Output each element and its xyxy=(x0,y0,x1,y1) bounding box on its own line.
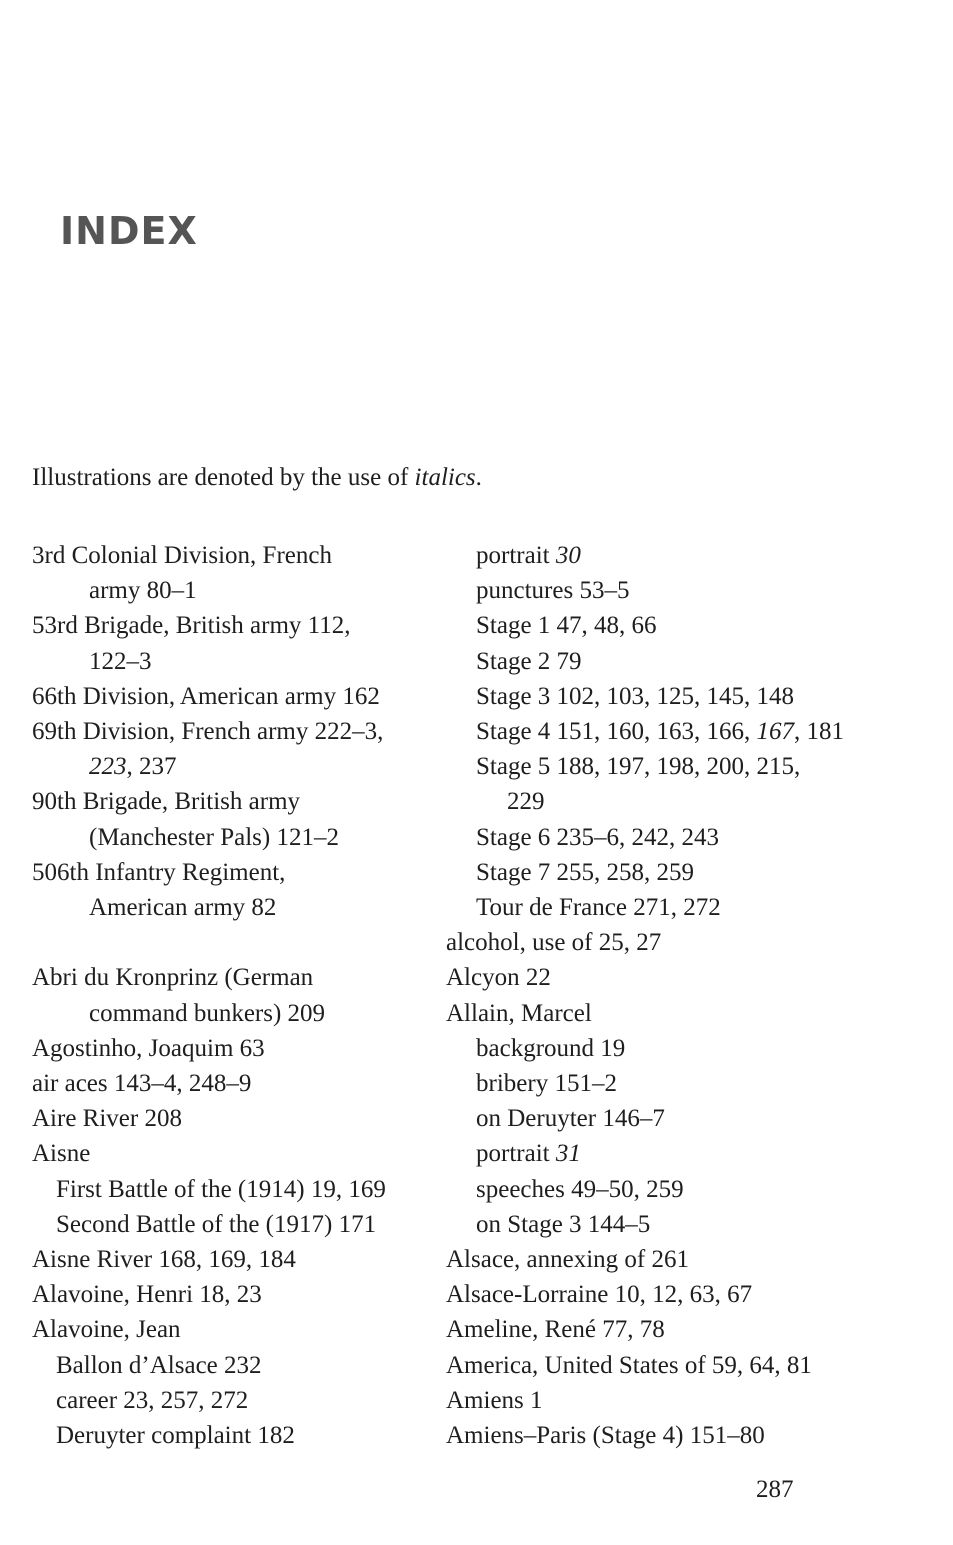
index-entry: Allain, Marcel xyxy=(446,999,592,1027)
entry-text: 506th Infantry Regiment, xyxy=(32,858,286,886)
index-subentry: Ballon d’Alsace 232 xyxy=(56,1351,262,1379)
page-number: 287 xyxy=(756,1476,794,1503)
entry-text: 69th Division, French army 222–3, xyxy=(32,718,384,746)
index-subentry: Stage 7 255, 258, 259 xyxy=(476,858,695,886)
index-entry xyxy=(32,960,442,1030)
index-subentry: bribery 151–2 xyxy=(476,1070,617,1098)
index-entry: Agostinho, Joaquim 63 xyxy=(32,1034,265,1062)
section-gap xyxy=(32,925,442,960)
index-entry: America, United States of 59, 64, 81 xyxy=(446,1351,812,1379)
index-entry xyxy=(32,608,442,678)
illustration-page-ref: 31 xyxy=(555,1140,581,1168)
index-subentry: First Battle of the (1914) 19, 169 xyxy=(56,1175,386,1203)
entry-continuation xyxy=(32,749,442,784)
index-entry: Alsace-Lorraine 10, 12, 63, 67 xyxy=(446,1281,753,1309)
entry-text: 53rd Brigade, British army 112, xyxy=(32,612,351,640)
index-subentry xyxy=(446,714,926,749)
entry-continuation: (Manchester Pals) 121–2 xyxy=(89,823,339,851)
illustration-page-ref: 223 xyxy=(89,753,127,781)
index-entry xyxy=(32,714,442,784)
index-entry: Aisne River 168, 169, 184 xyxy=(32,1246,296,1274)
index-subentry: on Stage 3 144–5 xyxy=(476,1210,651,1238)
index-entry: 66th Division, American army 162 xyxy=(32,682,380,710)
index-subentry: Deruyter complaint 182 xyxy=(56,1422,295,1450)
index-entry: Alavoine, Jean xyxy=(32,1316,181,1344)
entry-text: portrait xyxy=(476,1140,556,1168)
index-subentry xyxy=(446,749,926,819)
entry-text: Stage 5 188, 197, 198, 200, 215, xyxy=(476,753,801,781)
index-entry: alcohol, use of 25, 27 xyxy=(446,929,662,957)
index-subentry: Second Battle of the (1917) 171 xyxy=(56,1210,377,1238)
index-subentry: speeches 49–50, 259 xyxy=(476,1175,684,1203)
illustrations-note xyxy=(32,460,482,495)
index-entry: Aire River 208 xyxy=(32,1105,182,1133)
entry-continuation: 229 xyxy=(507,788,545,816)
index-entry: Amiens–Paris (Stage 4) 151–80 xyxy=(446,1422,765,1450)
entry-text: 90th Brigade, British army xyxy=(32,788,301,816)
entry-continuation: American army 82 xyxy=(89,894,277,922)
index-subentry: Stage 3 102, 103, 125, 145, 148 xyxy=(476,682,795,710)
note-suffix: . xyxy=(475,464,482,491)
index-subentry: punctures 53–5 xyxy=(476,577,630,605)
entry-text: , 237 xyxy=(126,753,177,781)
index-column-right xyxy=(446,538,926,1453)
index-entry: Amiens 1 xyxy=(446,1386,543,1414)
entry-text: 3rd Colonial Division, French xyxy=(32,542,332,569)
page-title: INDEX xyxy=(60,209,198,253)
index-entry xyxy=(32,855,442,925)
entry-continuation: 122–3 xyxy=(89,647,152,675)
index-entry xyxy=(32,538,442,608)
index-entry: air aces 143–4, 248–9 xyxy=(32,1070,252,1098)
entry-continuation: army 80–1 xyxy=(89,577,197,605)
index-subentry: Tour de France 271, 272 xyxy=(476,894,721,922)
index-subentry: career 23, 257, 272 xyxy=(56,1386,249,1414)
index-entry: Ameline, René 77, 78 xyxy=(446,1316,665,1344)
entry-text: portrait xyxy=(476,542,556,569)
index-subentry: Stage 1 47, 48, 66 xyxy=(476,612,657,640)
index-subentry: Stage 6 235–6, 242, 243 xyxy=(476,823,720,851)
illustration-page-ref: 30 xyxy=(555,542,581,569)
entry-text: , 181 xyxy=(794,718,845,746)
note-italic: italics xyxy=(414,464,476,491)
note-prefix: Illustrations are denoted by the use of xyxy=(32,464,415,491)
index-column-left xyxy=(32,538,442,1453)
index-subentry: Stage 2 79 xyxy=(476,647,582,675)
index-entry xyxy=(32,784,442,854)
entry-text: Abri du Kronprinz (German xyxy=(32,964,314,992)
illustration-page-ref: 167 xyxy=(756,718,795,746)
index-subentry xyxy=(446,1136,926,1171)
index-subentry: on Deruyter 146–7 xyxy=(476,1105,665,1133)
index-entry: Alcyon 22 xyxy=(446,964,551,992)
index-entry: Alavoine, Henri 18, 23 xyxy=(32,1281,262,1309)
index-entry: Aisne xyxy=(32,1140,91,1168)
entry-text: Stage 4 151, 160, 163, 166, xyxy=(476,718,757,746)
index-entry: Alsace, annexing of 261 xyxy=(446,1246,689,1274)
entry-continuation: command bunkers) 209 xyxy=(89,999,326,1027)
index-subentry xyxy=(446,538,926,573)
index-subentry: background 19 xyxy=(476,1034,626,1062)
